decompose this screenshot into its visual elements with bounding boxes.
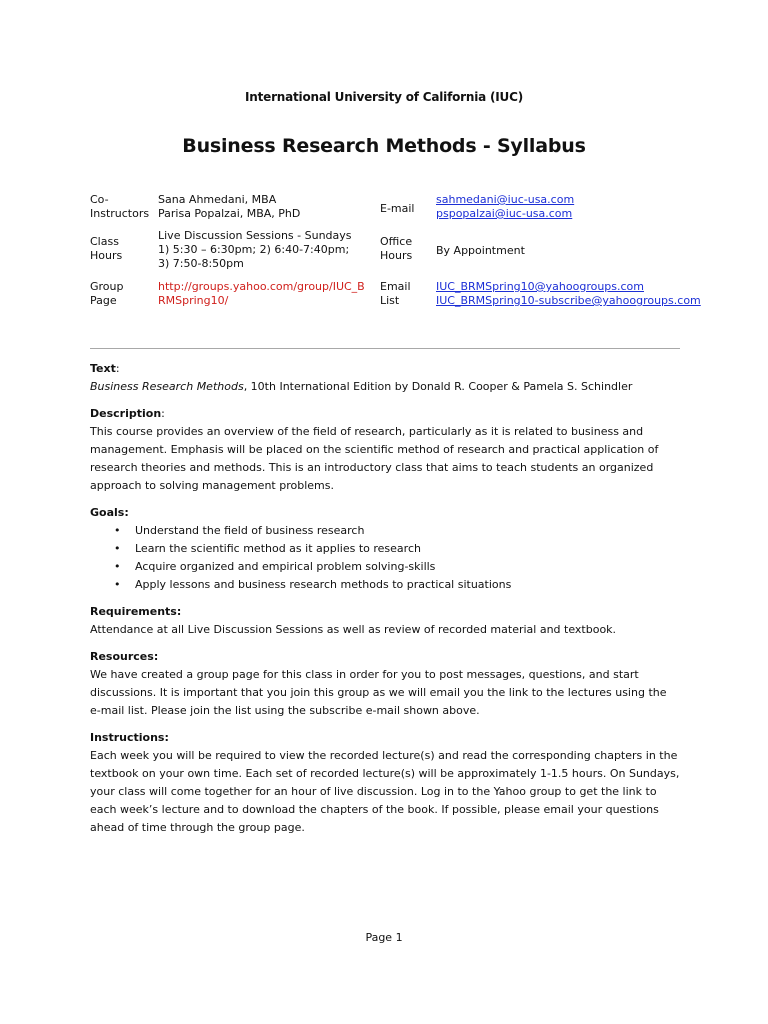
goals-list	[90, 522, 680, 594]
goals-heading: Goals:	[90, 506, 129, 519]
info-row-group	[90, 280, 710, 310]
class-hours-label: Class Hours	[90, 235, 123, 262]
class-hours-value	[158, 229, 368, 271]
class-hours-line: 3) 7:50-8:50pm	[158, 257, 244, 270]
description-section: Description: This course provides an overview of the field of research, particularly as it is related to business and management. Emphasis will be placed on the scientific method of research and practical application of research theories and methods. This is an introductory class that aims to teach students an organized approach to solving management problems.	[90, 405, 680, 495]
instructors-label: Co-Instructors	[90, 193, 150, 220]
group-page-value	[158, 280, 368, 308]
info-row-hours	[90, 229, 710, 272]
resources-section	[90, 648, 680, 720]
instructions-text: Each week you will be required to view the recorded lecture(s) and read the corresponding chapters in the textbook on your own time. Each set of recorded lecture(s) will be approximately 1-1.5 hours. On Sundays, your class will come together for an hour of live discussion. Log in to the Yahoo group to get the link to each week’s lecture and to download the chapters of the book. If possible, please email your questions ahead of time through the group page.	[90, 749, 680, 834]
text-section: Text: Business Research Methods, 10th International Edition by Donald R. Cooper & Pamela S. Schindler	[90, 360, 680, 396]
info-row-instructors	[90, 193, 710, 224]
requirements-text: Attendance at all Live Discussion Sessions as well as review of recorded material and textbook.	[90, 623, 617, 636]
requirements-section	[90, 603, 680, 639]
instructions-section	[90, 729, 680, 837]
course-info-table	[90, 193, 710, 310]
goals-section	[90, 504, 680, 594]
textbook-citation	[90, 378, 680, 396]
goal-item: • Learn the scientific method as it applies to research	[90, 540, 680, 558]
email-list-link[interactable]: IUC_BRMSpring10@yahoogroups.com	[436, 280, 645, 293]
description-text: This course provides an overview of the field of research, particularly as it is related to business and management. Emphasis will be placed on the scientific method of research and practical application of research theories and methods. This is an introductory class that aims to teach students an organized approach to solving management problems.	[90, 425, 659, 492]
email-label: E-mail	[380, 201, 415, 215]
instructor-name: Parisa Popalzai, MBA, PhD	[158, 207, 301, 220]
page-number: Page 1	[365, 931, 403, 944]
email-link[interactable]: pspopalzai@iuc-usa.com	[436, 207, 573, 220]
email-list-label: Email List	[380, 280, 411, 307]
section-divider	[90, 348, 680, 349]
text-heading: Text	[90, 362, 116, 375]
email-list-subscribe-link[interactable]: IUC_BRMSpring10-subscribe@yahoogroups.com	[436, 294, 701, 307]
goal-item: • Apply lessons and business research methods to practical situations	[90, 576, 680, 594]
group-page-link[interactable]: http://groups.yahoo.com/group/IUC_BRMSpring10/	[158, 280, 365, 307]
goal-item: • Acquire organized and empirical problem solving-skills	[90, 558, 680, 576]
description-heading: Description	[90, 407, 162, 420]
syllabus-body	[90, 360, 680, 846]
instructions-heading: Instructions:	[90, 731, 169, 744]
office-hours-label: Office Hours	[380, 235, 413, 262]
instructors-value	[158, 193, 368, 221]
instructor-name: Sana Ahmedani, MBA	[158, 193, 277, 206]
email-list-value	[436, 280, 716, 308]
goal-item: • Understand the field of business research	[90, 522, 680, 540]
requirements-heading: Requirements:	[90, 605, 182, 618]
class-hours-line: Live Discussion Sessions - Sundays	[158, 229, 352, 242]
resources-heading: Resources:	[90, 650, 159, 663]
page-title: Business Research Methods - Syllabus	[182, 135, 586, 157]
office-hours-value: By Appointment	[436, 243, 525, 257]
university-name: International University of California (IUC)	[244, 90, 523, 104]
group-page-label: Group Page	[90, 280, 124, 307]
resources-text: We have created a group page for this class in order for you to post messages, questions, and start discussions. It is important that you join this group as we will email you the link to the lectures using the e-mail list. Please join the list using the subscribe e-mail shown above.	[90, 668, 667, 717]
email-link[interactable]: sahmedani@iuc-usa.com	[436, 193, 575, 206]
textbook-title: Business Research Methods	[90, 380, 244, 393]
class-hours-line: 1) 5:30 – 6:30pm; 2) 6:40-7:40pm;	[158, 243, 350, 256]
textbook-details: , 10th International Edition by Donald R. Cooper & Pamela S. Schindler	[243, 380, 633, 393]
email-value	[436, 193, 716, 221]
